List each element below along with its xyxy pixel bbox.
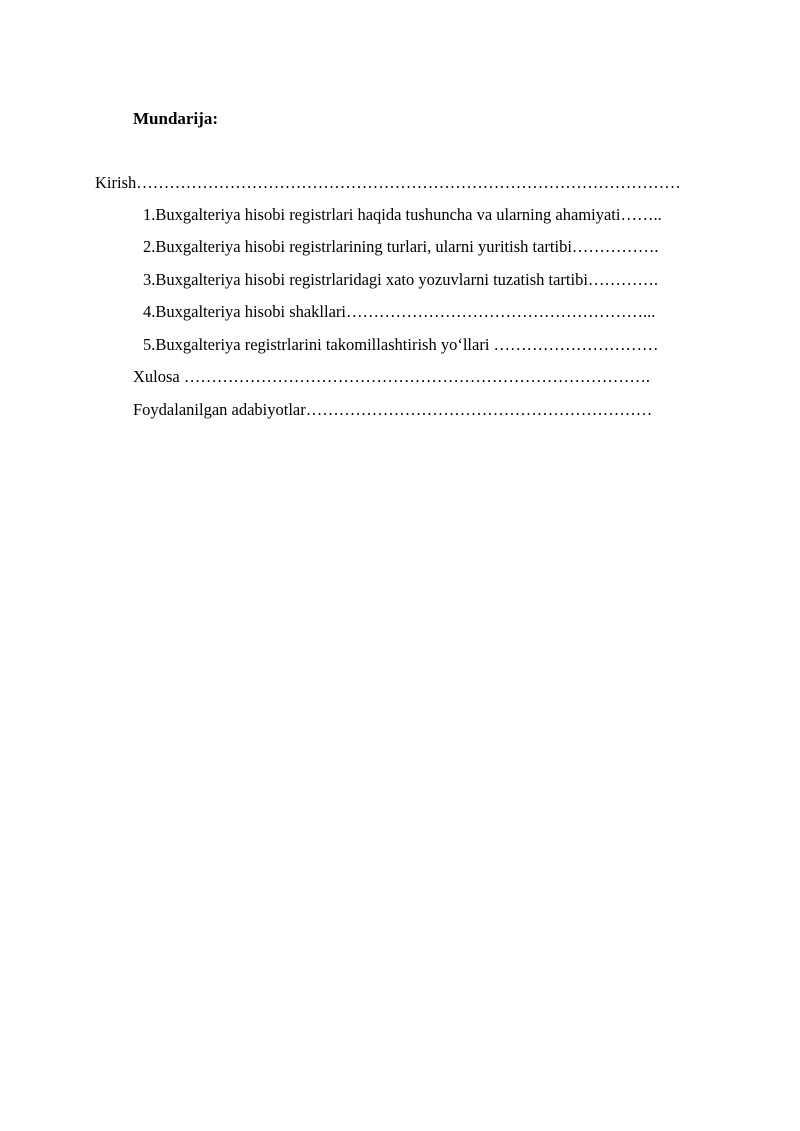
toc-entry-5: 5.Buxgalteriya registrlarini takomillashtirish yo‘llari ………………………… — [143, 335, 659, 354]
toc-entry-4: 4.Buxgalteriya hisobi shakllari………………………………………………... — [143, 302, 656, 321]
toc-entry-3: 3.Buxgalteriya hisobi registrlaridagi xato yozuvlarni tuzatish tartibi…………. — [143, 270, 659, 289]
toc-entry-2: 2.Buxgalteriya hisobi registrlarining turlari, ularni yuritish tartibi……………. — [143, 237, 659, 256]
toc-entry-1: 1.Buxgalteriya hisobi registrlari haqida tushuncha va ularning ahamiyati…….. — [143, 205, 662, 224]
toc-entry-xulosa: Xulosa …………………………………………………………………………. — [133, 367, 650, 386]
toc-entry-foydalanilgan-adabiyotlar: Foydalanilgan adabiyotlar……………………………………………………… — [133, 400, 653, 419]
page-title: Mundarija: — [133, 109, 218, 128]
toc-entry-kirish: Kirish……………………………………………………………………………………… — [95, 173, 681, 192]
